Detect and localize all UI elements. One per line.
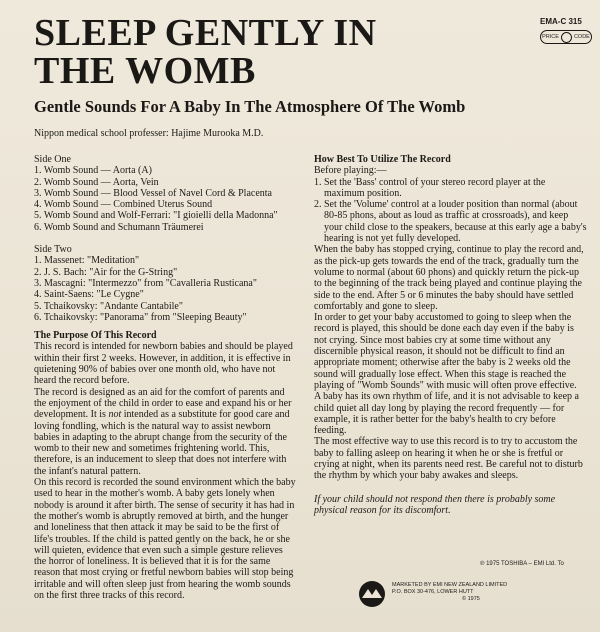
track-item: 6. Tchaikovsky: "Panorama" from "Sleeping Beauty" <box>34 311 247 323</box>
right-column <box>314 154 588 516</box>
howto-paragraph: A baby has its own rhythm of life, and it is not advisable to keep a child quiet all day long by playing the record frequently — for example, it is rather better for the baby's health to cry before feeding. <box>314 391 579 437</box>
price-code-circle-icon <box>561 32 572 43</box>
marketing-line: MARKETED BY EMI NEW ZEALAND LIMITED <box>392 582 508 588</box>
price-code-badge <box>540 30 592 44</box>
title-line-2: THE WOMB <box>34 50 256 92</box>
purpose-paragraph: This record is intended for newborn babies and should be played within their first 2 weeks. However, in addition, it is effective in quietening 90% of babies over one month old, who have not heard the record before. <box>34 341 293 387</box>
side-two-tracklist <box>34 255 296 323</box>
album-title <box>34 14 534 90</box>
left-column <box>34 154 296 601</box>
track-item: 1. Womb Sound — Aorta (A) <box>34 165 152 177</box>
track-item: 3. Womb Sound — Blood Vessel of Navel Cord & Placenta <box>34 187 272 199</box>
track-item: 4. Womb Sound — Combined Uterus Sound <box>34 199 213 211</box>
catalog-number: EMA-C 315 <box>540 17 582 26</box>
track-item: 2. Womb Sound — Aorta, Vein <box>34 176 159 188</box>
howto-paragraph: In order to get your baby accustomed to going to sleep when the record is played, this should be done each day even if the baby is not crying. Since most babies cry at some time without any discernible physical reason, it should not be difficult to find an appropriate moment; otherwise after the baby is 2 weeks old the sound will gradually lose effect. When this stage is reached the playing of "Womb Sounds" with music will often prove effective. <box>314 312 577 391</box>
track-item: 5. Tchaikovsky: "Andante Cantabile" <box>34 300 183 312</box>
title-line-1: SLEEP GENTLY IN <box>34 12 377 54</box>
side-two-heading: Side Two <box>34 244 72 256</box>
credit-line: Nippon medical school professer: Hajime Murooka M.D. <box>34 128 264 139</box>
purpose-paragraph: The record is designed as an aid for the comfort of parents and the enjoyment of the child in order to ease and expand his or her development. It is not intended as a substitute for good care and loving fondling, which is the natural way to assist newborn babies in adapting to the abrupt change from the security of the womb to their new and sometimes frightening world. This, therefore, is an inducement to sleep that does not interfere with the infant's natural pattern. <box>34 386 292 477</box>
address-line: P.O. BOX 30-476, LOWER HUTT <box>392 589 474 595</box>
step-item: 1. Set the 'Bass' control of your stereo record player at the maximum position. <box>314 176 546 199</box>
howto-note: If your child should not respond then there is probably some physical reason for its discomfort. <box>314 493 556 516</box>
track-item: 5. Womb Sound and Wolf-Ferrari: "I gioielli della Madonna" <box>34 210 278 222</box>
emi-logo-icon <box>358 580 386 608</box>
album-subtitle: Gentle Sounds For A Baby In The Atmosphere Of The Womb <box>34 97 466 116</box>
price-code-right: CODE <box>573 34 590 40</box>
side-one-heading: Side One <box>34 154 71 165</box>
howto-heading: How Best To Utilize The Record <box>314 154 451 165</box>
before-playing-label: Before playing:— <box>314 165 387 177</box>
track-item: 3. Mascagni: "Intermezzo" from "Cavalleria Rusticana" <box>34 277 257 289</box>
track-item: 6. Womb Sound and Schumann Träumerei <box>34 221 204 233</box>
marketing-info <box>392 582 592 603</box>
track-item: 1. Massenet: "Meditation" <box>34 255 140 267</box>
howto-paragraph: When the baby has stopped crying, continue to play the record and, as the pick-up gets towards the end of the track, gradually turn the volume to normal (about 60 phons) and quickly return the pick-up to the beginning of the track being played and continue playing the side to the end. After 5 or 6 minutes the baby should have settled comfortably and gone to sleep. <box>314 244 584 312</box>
copyright-line: ℗ 1975 TOSHIBA – EMI Ltd. To <box>480 561 564 567</box>
howto-steps <box>314 177 588 245</box>
track-item: 2. J. S. Bach: "Air for the G-String" <box>34 266 178 278</box>
side-one-tracklist <box>34 165 296 233</box>
track-item: 4. Saint-Saens: "Le Cygne" <box>34 289 144 301</box>
price-code-left: PRICE <box>542 34 559 40</box>
howto-paragraph: The most effective way to use this record is to try to accustom the baby to falling asleep on hearing it when he or she is fretful or crying at night, when its parents need rest. Be careful not to disturb the rhythm by which your baby awakes and sleeps. <box>314 436 583 482</box>
copyright-year: © 1975 <box>462 596 480 602</box>
purpose-heading: The Purpose Of This Record <box>34 330 157 342</box>
step-item: 2. Set the 'Volume' control at a louder position than normal (about 80-85 phons, about as loud as traffic at crossroads), and keep your child close to the speakers, because at this early age a baby's hearing is not yet fully developed. <box>314 199 587 245</box>
purpose-paragraph: On this record is recorded the sound environment which the baby used to hear in the mother's womb. A baby gets lonely when nobody is around it after birth. The sense of security it has had in the mother's womb is abruptly removed at birth, and the hunger and loneliness that then attack it may be said to be the first of life's troubles. If the child is patted gently on the back, he or she will quieten, evidence that even such a simple gesture relieves the horror of loneliness. It is believed that it is for the same reason that most crying or fretful newborn babies will stop being irritable and will often sleep just from hearing the womb sounds on the first three tracks of this record. <box>34 477 296 601</box>
